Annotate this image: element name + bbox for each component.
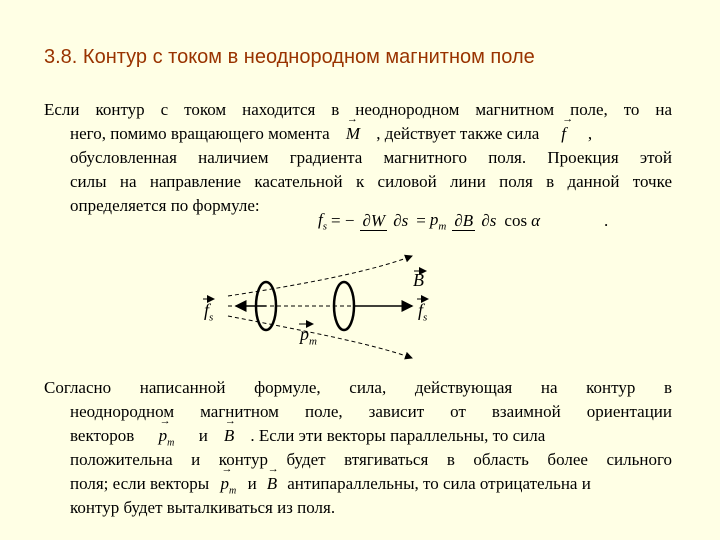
paragraph1-line2-text-a: него, помимо вращающего момента bbox=[70, 124, 330, 143]
formula-den1: ∂s bbox=[393, 211, 409, 231]
b-symbol-2: → B bbox=[267, 474, 277, 494]
formula-dot: . bbox=[604, 211, 609, 231]
diagram-label-fs-right: $f_s$ bbox=[418, 300, 428, 324]
field-line-upper bbox=[228, 256, 412, 296]
paragraph2-line5-and: и bbox=[247, 474, 257, 493]
formula-fs: $f_s$ bbox=[318, 210, 328, 233]
formula-alpha: α bbox=[531, 211, 541, 231]
paragraph1-line5: определяется по формуле: bbox=[70, 196, 260, 215]
diagram-label-B: B bbox=[413, 270, 424, 290]
pm-symbol-2: → $p_m$ bbox=[221, 474, 237, 496]
paragraph2-line6: контур будет выталкиваться из поля. bbox=[70, 498, 336, 517]
paragraph2-line3 bbox=[70, 426, 672, 448]
formula-num2: ∂B bbox=[454, 211, 474, 231]
formula-pm: $p_m$ bbox=[429, 210, 447, 233]
formula-eq1: = − bbox=[331, 211, 355, 231]
paragraph2-line1: Согласно написанной формуле, сила, действующая на контур в bbox=[44, 378, 672, 397]
paragraph2-line2: неоднородном магнитном поле, зависит от взаимной ориентации bbox=[70, 402, 672, 421]
paragraph1-line3: обусловленная наличием градиента магнитного поля. Проекция этой bbox=[70, 148, 672, 167]
b-symbol-1: → B bbox=[224, 426, 234, 446]
field-line-lower bbox=[228, 316, 412, 358]
paragraph1-line2-text-b: , действует также сила bbox=[376, 124, 540, 143]
formula-cos: cos bbox=[504, 211, 528, 231]
paragraph2-line5-text-a: поля; если векторы bbox=[70, 474, 210, 493]
formula-eq2: = bbox=[416, 211, 426, 231]
slide-title: 3.8. Контур с током в неоднородном магнитном поле bbox=[44, 46, 535, 68]
paragraph1-line1: Если контур с током находится в неоднородном магнитном поле, то на bbox=[44, 100, 672, 119]
diagram-label-fs-left: $f_s$ bbox=[204, 300, 214, 324]
paragraph1-line4: силы на направление касательной к силовой лини поля в данной точке bbox=[70, 172, 672, 191]
force-symbol: → f bbox=[561, 124, 566, 144]
paragraph2-line5-text-b: антипараллельны, то сила отрицательна и bbox=[287, 474, 591, 493]
diagram-label-pm: $p_m$ bbox=[300, 324, 317, 348]
pm-symbol-1: → $p_m$ bbox=[159, 426, 175, 448]
torque-symbol: → M bbox=[346, 124, 360, 144]
paragraph2-line3-and: и bbox=[198, 426, 208, 445]
formula-den2: ∂s bbox=[481, 211, 497, 231]
paragraph2-line4: положительна и контур будет втягиваться в область более сильного bbox=[70, 450, 672, 469]
paragraph2-line3-text-a: векторов bbox=[70, 426, 135, 445]
paragraph2-line5 bbox=[70, 474, 672, 496]
paragraph2-line3-text-b: . Если эти векторы параллельны, то сила bbox=[250, 426, 546, 445]
paragraph1-line2-text-c: , bbox=[587, 124, 593, 143]
formula-num1: ∂W bbox=[362, 211, 386, 231]
